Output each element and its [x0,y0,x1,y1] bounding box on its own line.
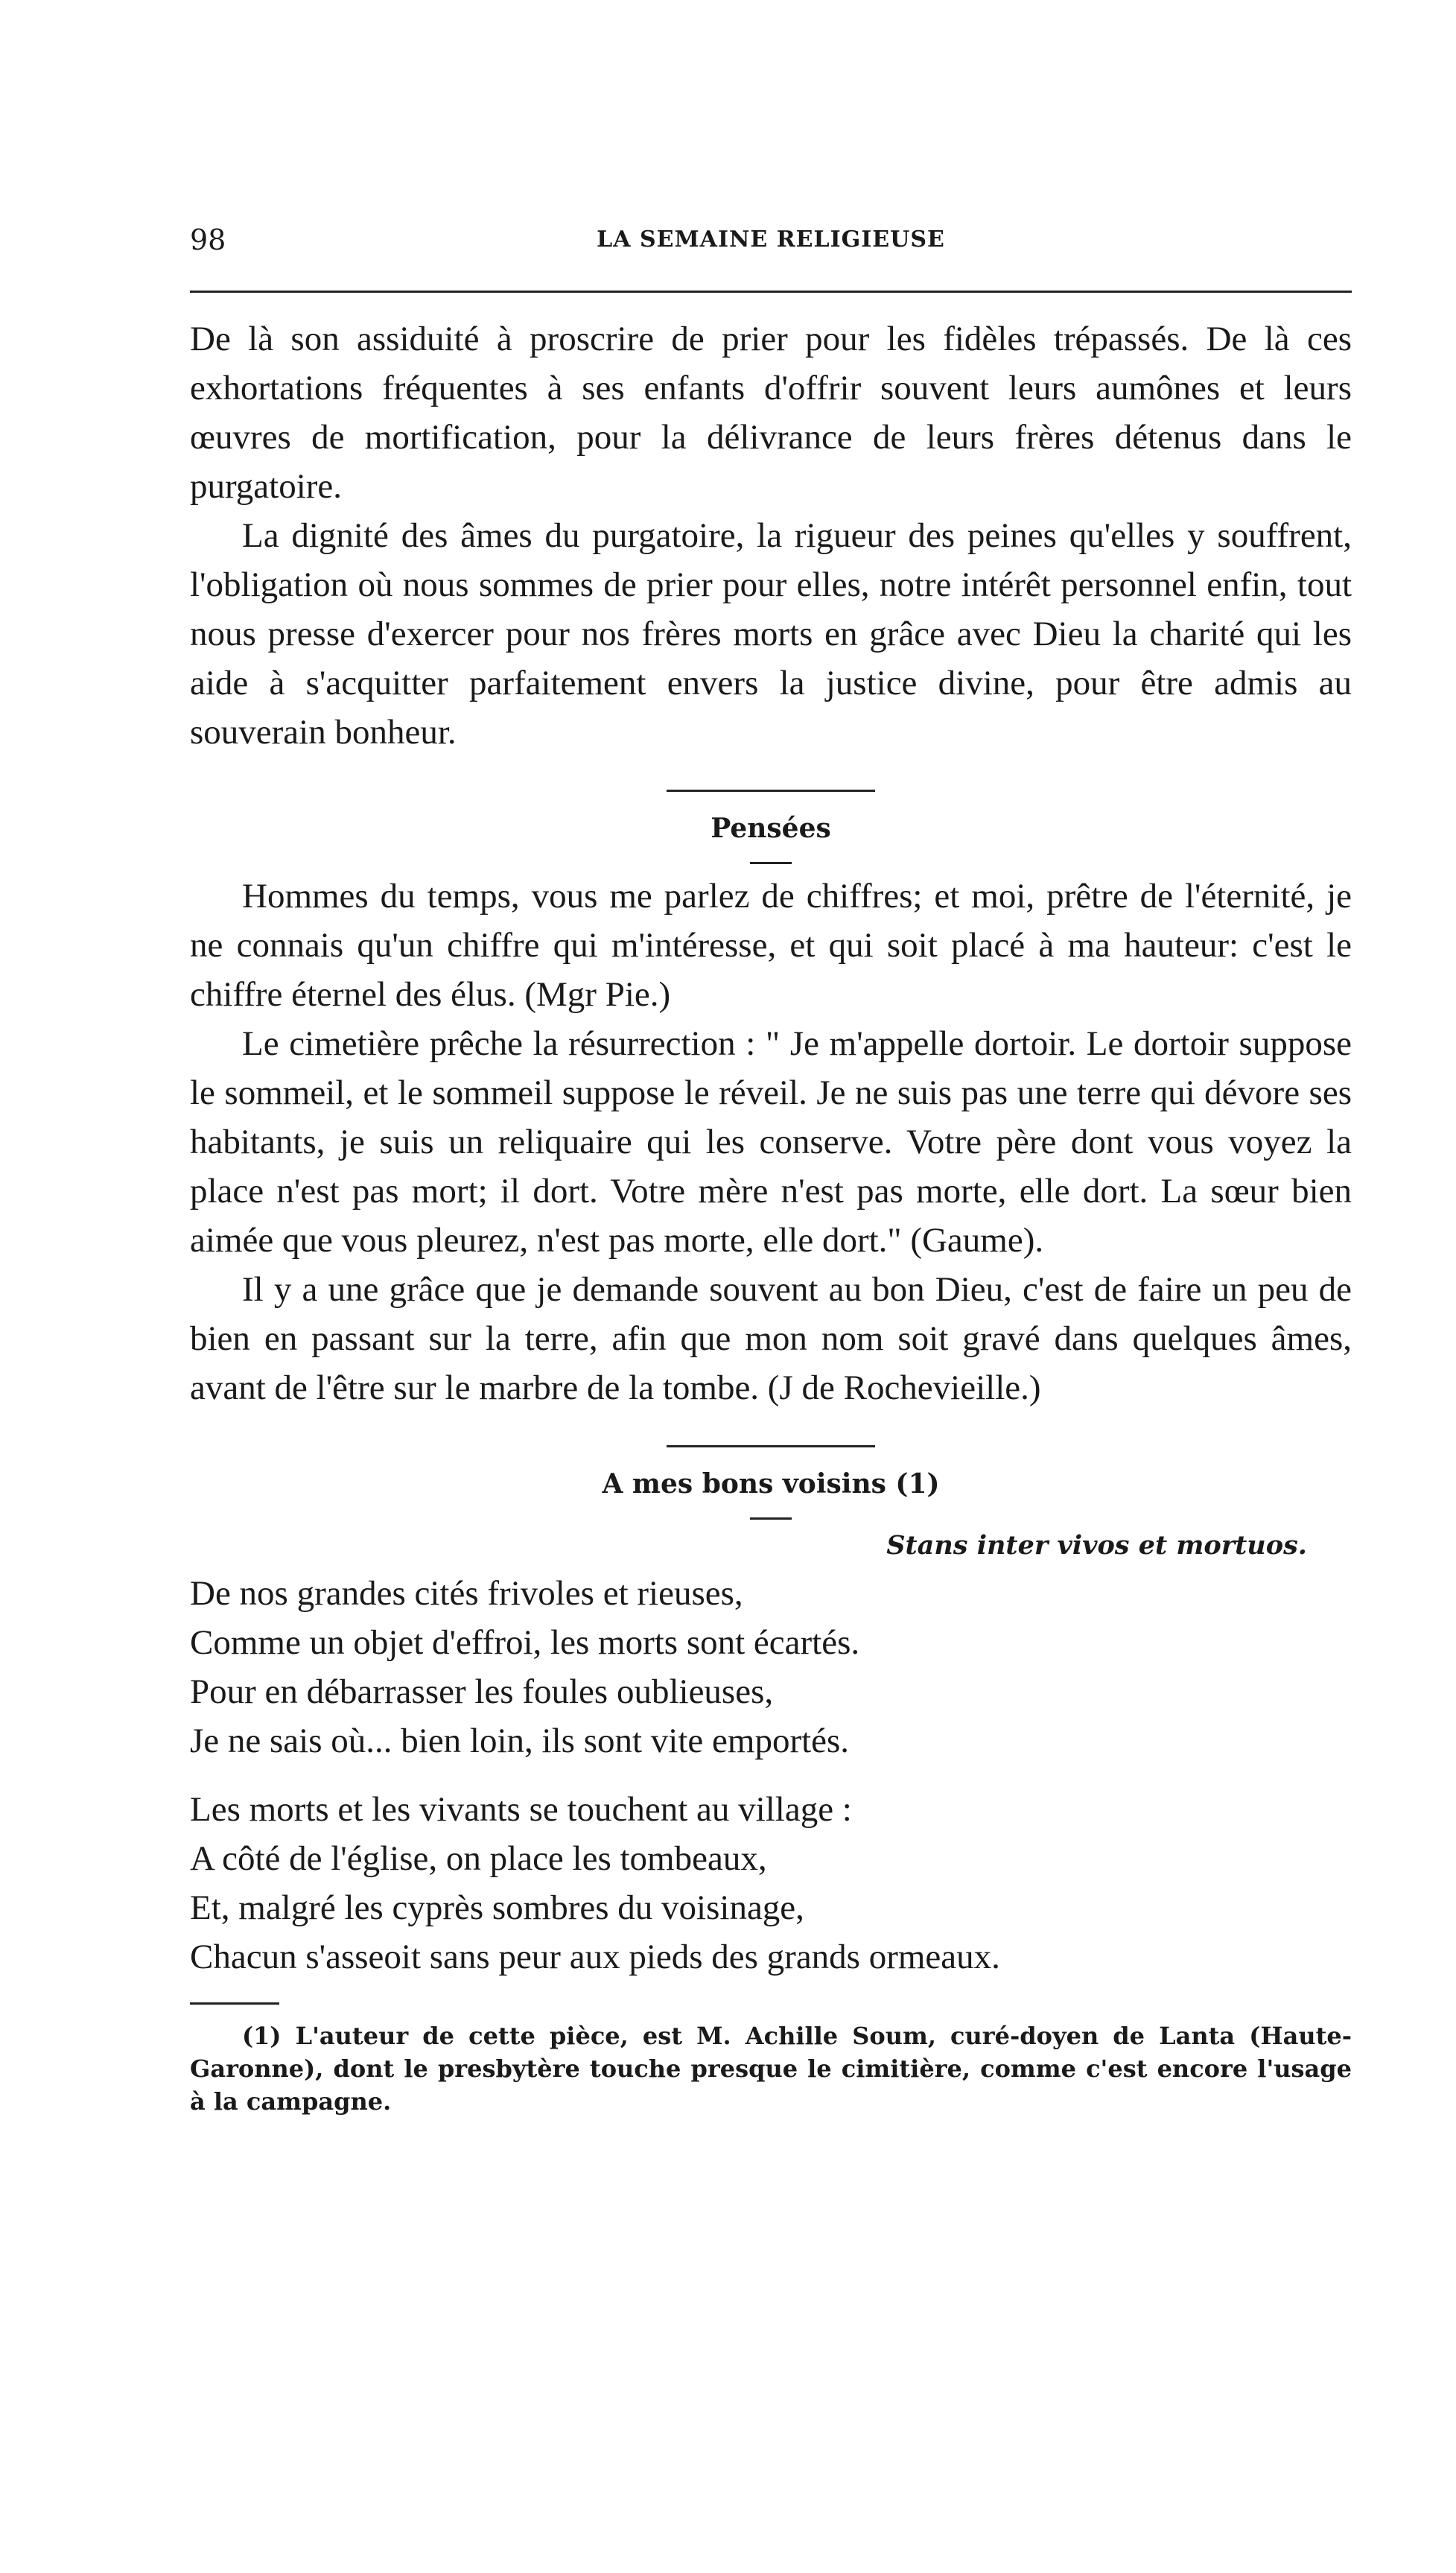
intro-paragraph-1: De là son assiduité à proscrire de prier pour les fidèles trépassés. De là ces exhortations fréquentes à ses enfants d'offrir souvent leurs aumônes et leurs œuvres de mortification, pour la délivrance de leurs frères détenus dans le purgatoire. [190,320,1352,506]
pensees-section [190,810,1352,1412]
section-divider [667,1445,875,1447]
verse-line: Comme un objet d'effroi, les morts sont écartés. [190,1623,860,1662]
verse-line: Les morts et les vivants se touchent au village : [190,1790,852,1829]
verse-line: Je ne sais où... bien loin, ils sont vite emportés. [190,1722,850,1760]
footnote-rule [190,2002,279,2005]
page-body [190,314,1352,2118]
verse-line: A côté de l'église, on place les tombeaux, [190,1839,767,1878]
pensee-paragraph-3: Il y a une grâce que je demande souvent au bon Dieu, c'est de faire un peu de bien en passant sur la terre, afin que mon nom soit gravé dans quelques âmes, avant de l'être sur le marbre de la tombe. (J de Rochevieille.) [190,1270,1352,1407]
page-number: 98 [190,223,226,256]
poem-stanza-1 [190,1569,1352,1765]
title-dash [750,862,792,864]
section-title-pensees: Pensées [710,813,831,844]
running-title: LA SEMAINE RELIGIEUSE [597,226,945,253]
header-rule [190,291,1352,293]
footnote: (1) L'auteur de cette pièce, est M. Achille Soum, curé-doyen de Lanta (Haute-Garonne), dont le presbytère touche presque le cimitière, comme c'est encore l'usage à la campagne. [190,2022,1352,2116]
intro-paragraph-2: La dignité des âmes du purgatoire, la rigueur des peines qu'elles y souffrent, l'obligation où nous sommes de prier pour elles, notre intérêt personnel enfin, tout nous presse d'exercer pour nos frères morts en grâce avec Dieu la charité qui les aide à s'acquitter parfaitement envers la justice divine, pour être admis au souverain bonheur. [190,516,1352,752]
pensee-paragraph-1: Hommes du temps, vous me parlez de chiffres; et moi, prêtre de l'éternité, je ne connais qu'un chiffre qui m'intéresse, et qui soit placé à ma hauteur: c'est le chiffre éternel des élus. (Mgr Pie.) [190,877,1352,1014]
pensee-paragraph-2: Le cimetière prêche la résurrection : " Je m'appelle dortoir. Le dortoir suppose le sommeil, et le sommeil suppose le réveil. Je ne suis pas une terre qui dévore ses habitants, je suis un reliquaire qui les conserve. Votre père dont vous voyez la place n'est pas mort; il dort. Votre mère n'est pas morte, elle dort. La sœur bien aimée que vous pleurez, n'est pas morte, elle dort." (Gaume). [190,1024,1352,1260]
verse-line: Et, malgré les cyprès sombres du voisinage, [190,1888,804,1927]
section-divider [667,790,875,792]
poem-epigraph: Stans inter vivos et mortuos. [886,1530,1307,1561]
verse-line: De nos grandes cités frivoles et rieuses, [190,1574,743,1613]
poem-title: A mes bons voisins (1) [602,1468,940,1500]
book-page [190,223,1352,2118]
poem-stanza-2 [190,1785,1352,1982]
poem-section [190,1465,1352,1982]
verse-line: Pour en débarrasser les foules oublieuses, [190,1672,774,1711]
title-dash [750,1517,792,1520]
verse-line: Chacun s'asseoit sans peur aux pieds des grands ormeaux. [190,1938,1000,1976]
page-header [190,223,1352,276]
